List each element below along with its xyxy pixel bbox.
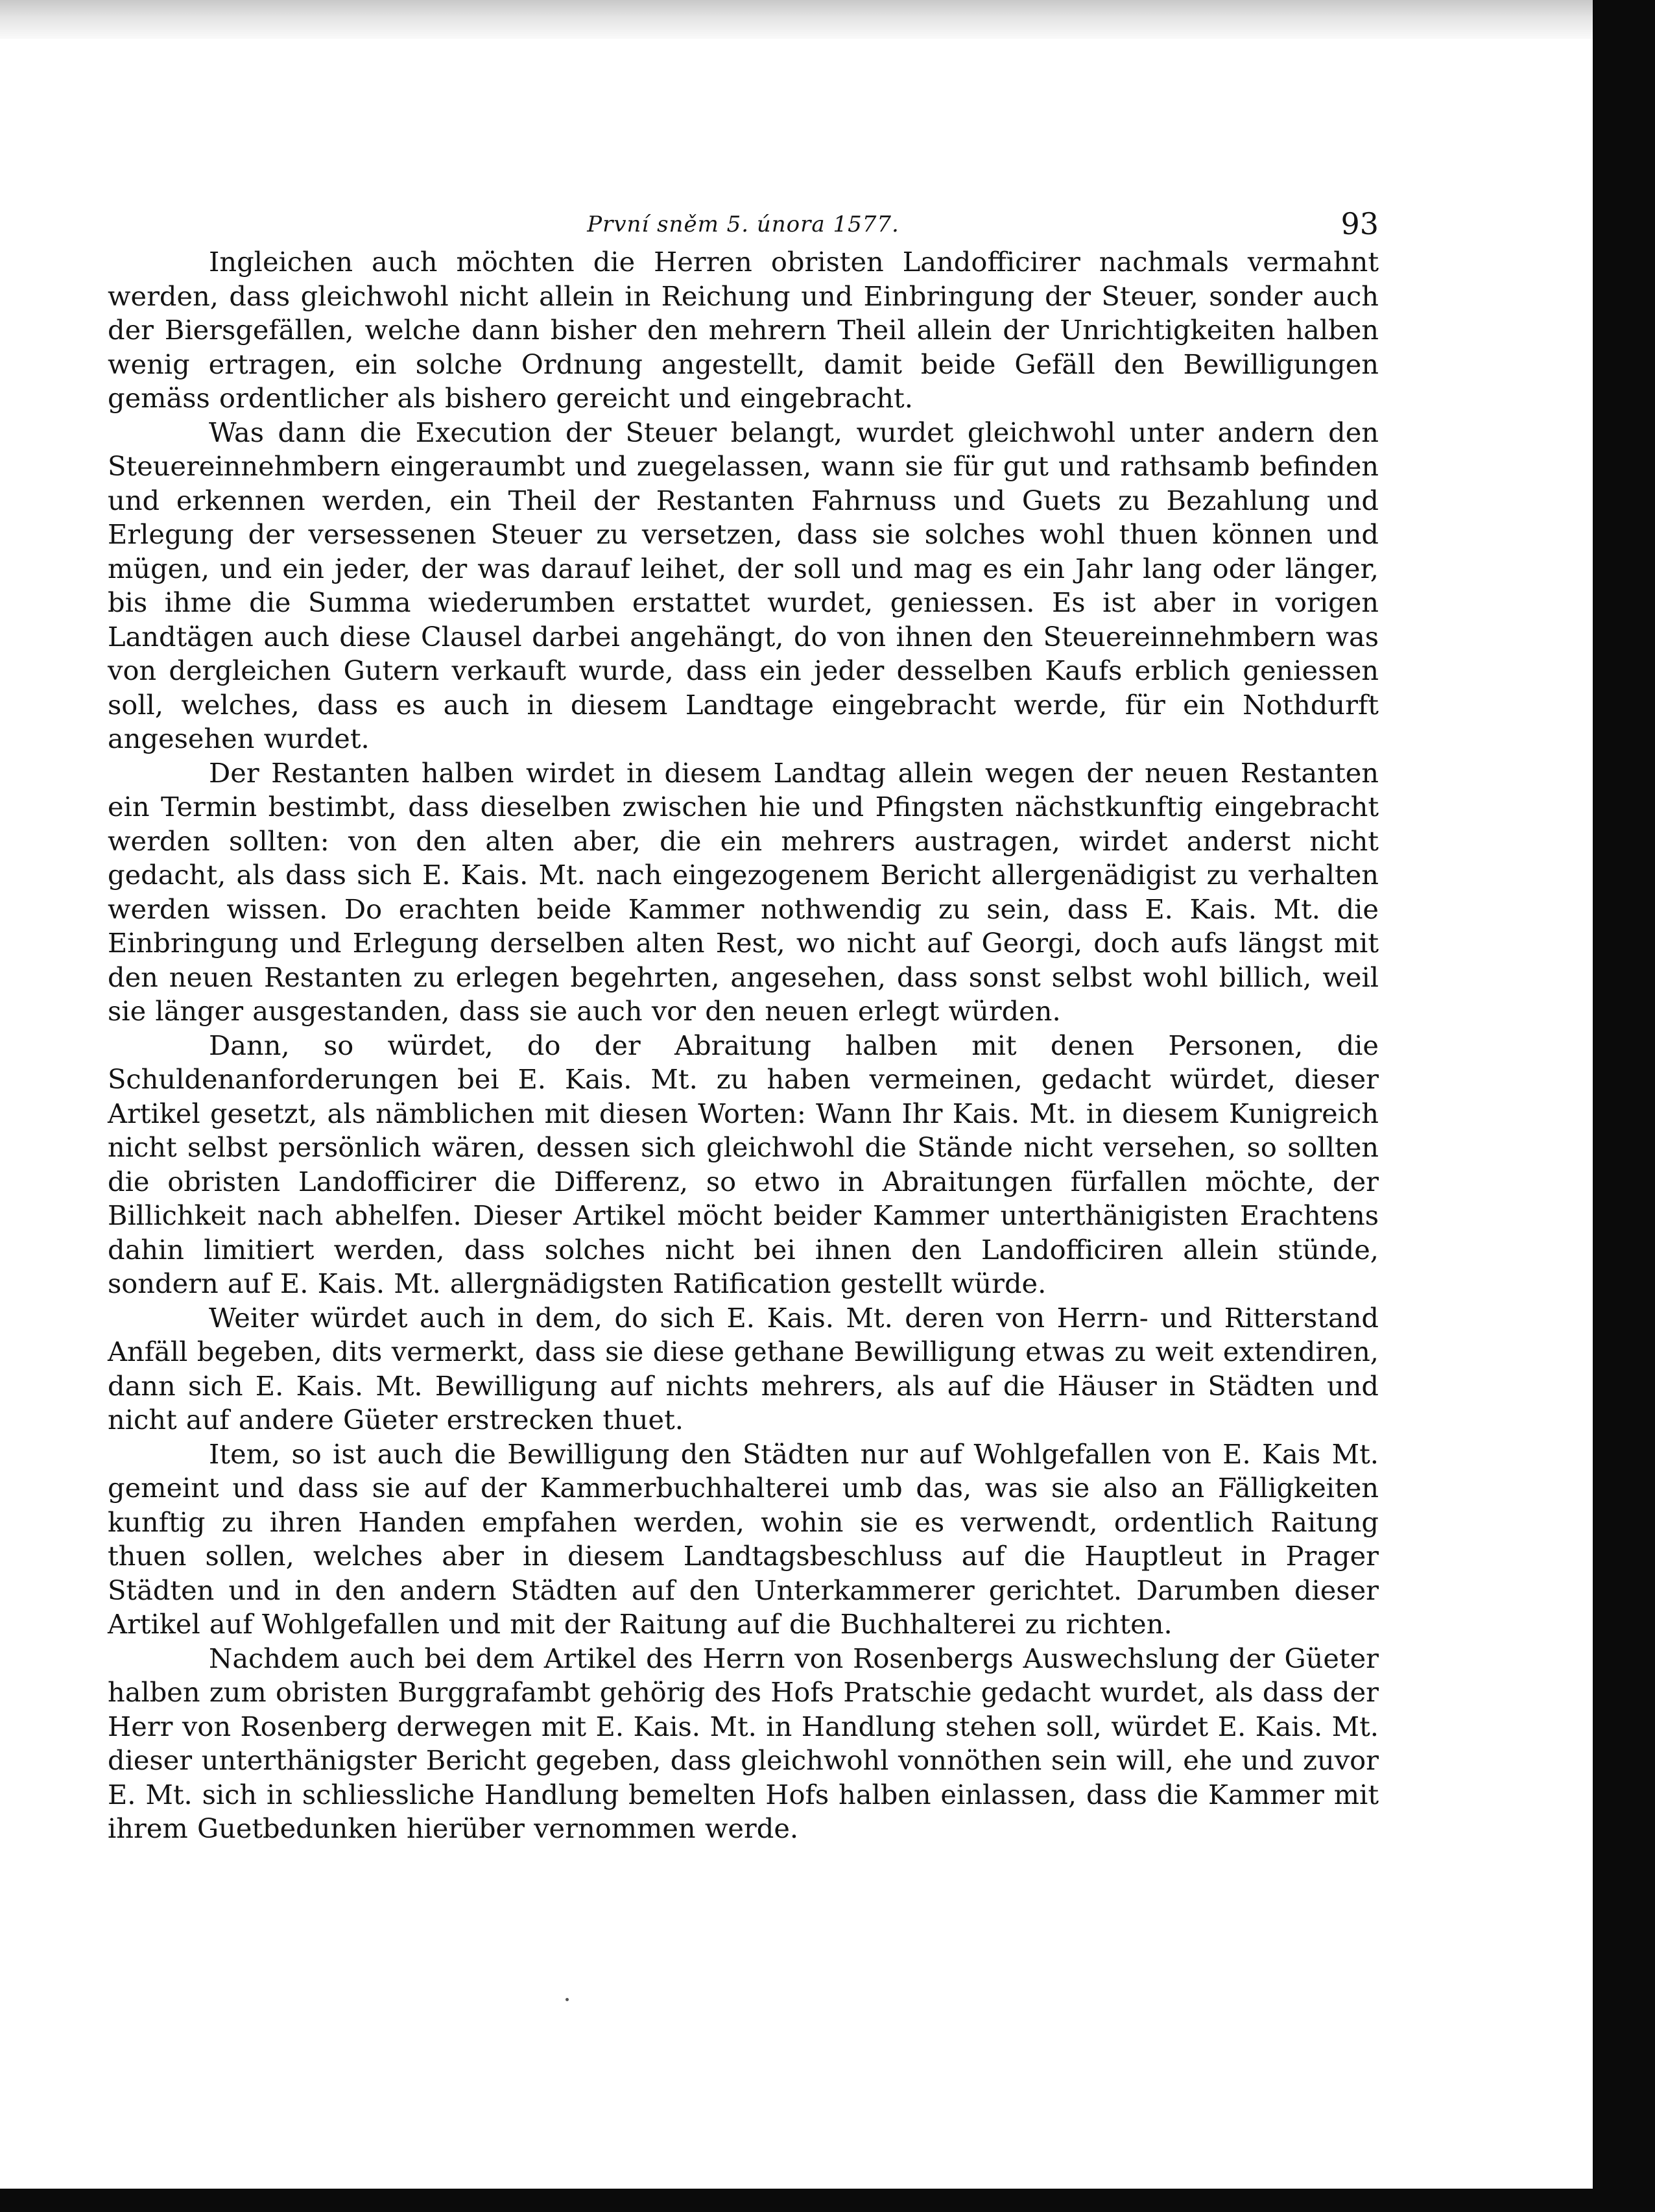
paragraph: Was dann die Execution der Steuer belangt, wurdet gleichwohl unter andern den Steuereinnehmbern eingeraumbt und zuegelassen, wann sie für gut und rathsamb befinden und erkennen werden, ein Theil der Restanten Fahrnuss und Guets zu Bezahlung und Erlegung der versessenen Steuer zu versetzen, dass sie solches wohl thuen können und mügen, und ein jeder, der was darauf leihet, der soll und mag es ein Jahr lang oder länger, bis ihme die Summa wiederumben erstattet wurdet, geniessen. Es ist aber in vorigen Landtägen auch diese Clausel darbei angehängt, do von ihnen den Steuereinnehmbern was von dergleichen Gutern verkauft wurde, dass ein jeder desselben Kaufs erblich geniessen soll, welches, dass es auch in diesem Landtage eingebracht werde, für ein Nothdurft angesehen wurdet. bbox=[108, 416, 1379, 754]
paragraph: Ingleichen auch möchten die Herren obristen Landofficirer nachmals vermahnt werden, dass gleichwohl nicht allein in Reichung und Einbringung der Steuer, sonder auch der Biersgefällen, welche dann bisher den mehrern Theil allein der Unrichtigkeiten halben wenig ertragen, ein solche Ordnung angestellt, damit beide Gefäll den Bewilligungen gemäss ordentlicher als bishero gereicht und eingebracht. bbox=[108, 246, 1379, 414]
paragraph: Nachdem auch bei dem Artikel des Herrn von Rosenbergs Auswechslung der Güeter halben zum obristen Burggrafambt gehörig des Hofs Pratschie gedacht wurdet, als dass der Herr von Rosenberg derwegen mit E. Kais. Mt. in Handlung stehen soll, würdet E. Kais. Mt. dieser unterthänigster Bericht gegeben, dass gleichwohl vonnöthen sein will, ehe und zuvor E. Mt. sich in schliessliche Handlung bemelten Hofs halben einlassen, dass die Kammer mit ihrem Guetbedunken hierüber vernommen werde. bbox=[108, 1642, 1379, 1844]
stray-ink-mark bbox=[566, 1998, 569, 2001]
scan-top-shadow bbox=[0, 0, 1593, 39]
scan-right-border bbox=[1593, 0, 1655, 2212]
paragraph: Weiter würdet auch in dem, do sich E. Kais. Mt. deren von Herrn- und Ritterstand Anfäll begeben, dits vermerkt, dass sie diese gethane Bewilligung etwas zu weit extendiren, dann sich E. Kais. Mt. Bewilligung auf nichts mehrers, als auf die Häuser in Städten und nicht auf andere Güeter erstrecken thuet. bbox=[108, 1301, 1379, 1436]
paragraph: Item, so ist auch die Bewilligung den Städten nur auf Wohlgefallen von E. Kais Mt. gemeint und dass sie auf der Kammerbuchhalterei umb das, was sie also an Fälligkeiten kunftig zu ihren Handen empfahen werden, wohin sie es verwendt, ordentlich Raitung thuen sollen, welches aber in diesem Landtagsbeschluss auf die Hauptleut in Prager Städten und in den andern Städten auf den Unterkammerer gerichtet. Darumben dieser Artikel auf Wohlgefallen und mit der Raitung auf die Buchhalterei zu richten. bbox=[108, 1437, 1379, 1640]
paragraph: Dann, so würdet, do der Abraitung halben mit denen Personen, die Schuldenanforderungen bei E. Kais. Mt. zu haben vermeinen, gedacht würdet, dieser Artikel gesetzt, als nämblichen mit diesen Worten: Wann Ihr Kais. Mt. in diesem Kunigreich nicht selbst persönlich wären, dessen sich gleichwohl die Stände nicht versehen, so sollten die obristen Landofficirer die Differenz, so etwo in Abraitungen fürfallen möchte, der Billichkeit nach abhelfen. Dieser Artikel möcht beider Kammer unterthänigisten Erachtens dahin limitiert werden, dass solches nicht bei ihnen den Landofficiren allein stünde, sondern auf E. Kais. Mt. allergnädigsten Ratification gestellt würde. bbox=[108, 1029, 1379, 1299]
document-page bbox=[108, 206, 1379, 1846]
page-number: 93 bbox=[1340, 206, 1379, 241]
running-title: První sněm 5. února 1577. bbox=[587, 211, 899, 237]
scan-bottom-border bbox=[0, 2189, 1655, 2212]
body-text bbox=[108, 245, 1379, 1846]
page-header bbox=[108, 206, 1379, 245]
paragraph: Der Restanten halben wirdet in diesem Landtag allein wegen der neuen Restanten ein Termin bestimbt, dass dieselben zwischen hie und Pfingsten nächstkunftig eingebracht werden sollten: von den alten aber, die ein mehrers austragen, wirdet anderst nicht gedacht, als dass sich E. Kais. Mt. nach eingezogenem Bericht allergenädigist zu verhalten werden wissen. Do erachten beide Kammer nothwendig zu sein, dass E. Kais. Mt. die Einbringung und Erlegung derselben alten Rest, wo nicht auf Georgi, doch aufs längst mit den neuen Restanten zu erlegen begehrten, angesehen, dass sonst selbst wohl billich, weil sie länger ausgestanden, dass sie auch vor den neuen erlegt würden. bbox=[108, 756, 1379, 1027]
